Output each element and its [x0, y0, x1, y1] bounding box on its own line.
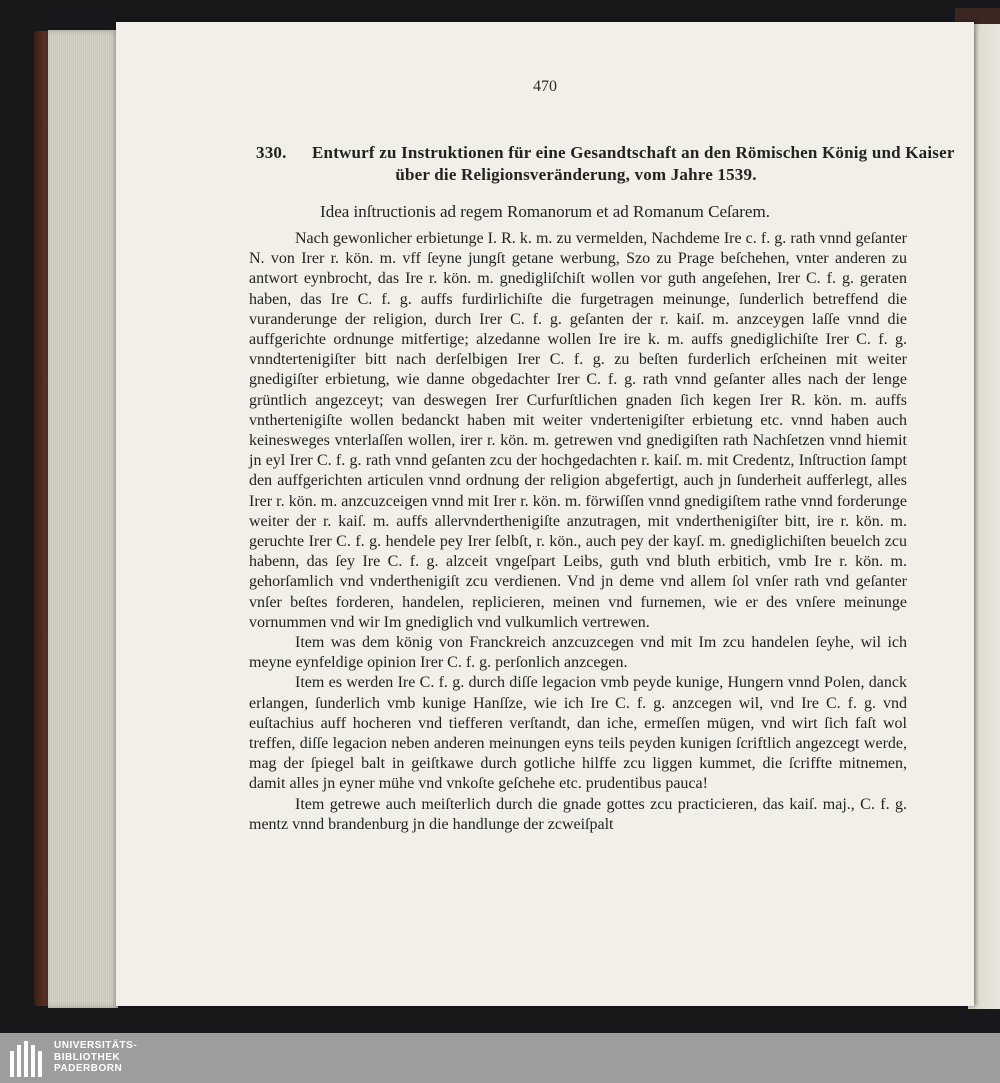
paragraph: Item getrewe auch meiſterlich durch die gnade gottes zcu practicieren, das kaiſ. maj., C. f. g. mentz vnnd brandenburg jn die handlunge der zcweiſpalt — [249, 795, 907, 833]
body-text — [249, 229, 907, 835]
heading-line-1: Entwurf zu Instruktionen für eine Gesandtschaft an den Römischen König und Kaiser — [312, 143, 955, 162]
document-subtitle: Idea inſtructionis ad regem Romanorum et ad Romanum Ceſarem. — [320, 202, 770, 221]
library-logo-icon — [8, 1039, 48, 1077]
paragraph: Nach gewonlicher erbietunge I. R. k. m. zu vermelden, Nachdeme Ire c. f. g. rath vnnd geſanter N. von Irer r. kön. m. vff ſeyne jungſt getane werbung, Szo zu Prage beſchehen, vnter anderen zu antwort eynbrocht, das Ire r. kön. m. gnedigliſchiſt wollen vor guth angeſehen, Irer C. f. g. geraten haben, das Ire C. f. g. auffs furdirlichiſte die furgetragen meinunge, ſunderlich betreffend die vuranderunge der religion, durch Irer C. f. g. geſanten der r. kaiſ. m. anzceygen laſſe vnnd die auffgerichte ordnunge mitfertige; alzedanne wollen Ire ire k. m. auffs gnediglichiſte Irer C. f. g. vnndtertenigiſter bitt nach derſelbigen Irer C. f. g. zu beſten furderlich erſcheinen mit weiter gnedigiſter erbietung, wie danne obgedachter Irer C. f. g. rath vnnd geſanter alles nach der lenge grüntlich angezceyt; van deswegen Irer Curfurſtlichen gnaden ſich kegen Irer R. kön. m. auffs vnthertenigiſte wollen bedanckt haben mit weiter vndertenigiſter erbietung etc. vnnd haben auch keinesweges vnterlaſſen wollen, irer r. kön. m. getrewen vnd gnedigiſten rath Nachſetzen vnnd hiemit jn eyl Irer C. f. g. rath vnnd geſanten zcu der hochgedachten r. kaiſ. m. mit Credentz, Inſtruction ſampt den auffgerichten articulen vnnd ordnung der religion abgefertigt, auch jn ſunderheit aufferlegt, alles Irer r. kön. m. anzcuzceigen vnnd mit Irer r. kön. m. förwiſſen vnnd gnedigiſtem rathe vnnd forderunge weiter der r. kaiſ. m. auffs allervnderthenigiſte anzutragen, mit vnderthenigiſter bitt, ire r. kön. m. geruchte Irer C. f. g. hendele pey Irer ſelbſt, r. kön., auch pey der kayſ. m. gnediglichiſten beuelch zcu habenn, das ſey Ire C. f. g. alzceit vngeſpart Leibs, guth vnd bluth erbitich, vmb Ire r. kön. m. gehorſamlich vnd vnderthenigiſt zcu verdienen. Vnd jn deme vnd allem ſol vnſer rath vnd geſanter vnſer beſtes forderen, handelen, replicieren, meinen vnd furnemen, wie er des vnſere meinunge vornummen vnd wir Im gnediglich vnd vulkumlich vertrewen. — [249, 230, 907, 631]
paragraph: Item es werden Ire C. f. g. durch diſſe legacion vmb peyde kunige, Hungern vnnd Polen, danck erlangen, ſunderlich vmb kunige Hanſſze, wie ich Ire C. f. g. anzcegen wil, vnd Ire C. f. g. vnd euſtachius auff hocheren vnd tiefferen verſtandt, dan iche, ermeſſen mügen, vnd wirt ſich faſt wol treffen, diſſe legacion neben anderen meinungen eyns teils peyden kunigen ſcriftlich angezcegt werde, mag der ſpiegel balt in geiſtkawe durch gotliche hilffe zcu liggen kummet, die ſcriffte mitnemen, damit alles jn eyner mühe vnd vnkoſte geſchehe etc. prudentibus pauca! — [249, 674, 907, 793]
library-name-line-3: PADERBORN — [54, 1063, 123, 1074]
library-footer — [0, 1033, 1000, 1083]
book-page-edges — [48, 30, 118, 1008]
paragraph: Item was dem könig von Franckreich anzcuzcegen vnd mit Im zcu handelen ſeyhe, wil ich meyne eynfeldige opinion Irer C. f. g. perſonlich anzcegen. — [249, 634, 907, 672]
library-name-line-2: BIBLIOTHEK — [54, 1051, 121, 1063]
book-page — [116, 22, 974, 1006]
document-number: 330. — [256, 143, 287, 162]
library-name — [54, 1040, 137, 1075]
library-name-line-1: UNIVERSITÄTS- — [54, 1040, 138, 1051]
heading-line-2: über die Religionsveränderung, vom Jahre 1539. — [395, 165, 757, 184]
page-number: 470 — [533, 78, 557, 95]
